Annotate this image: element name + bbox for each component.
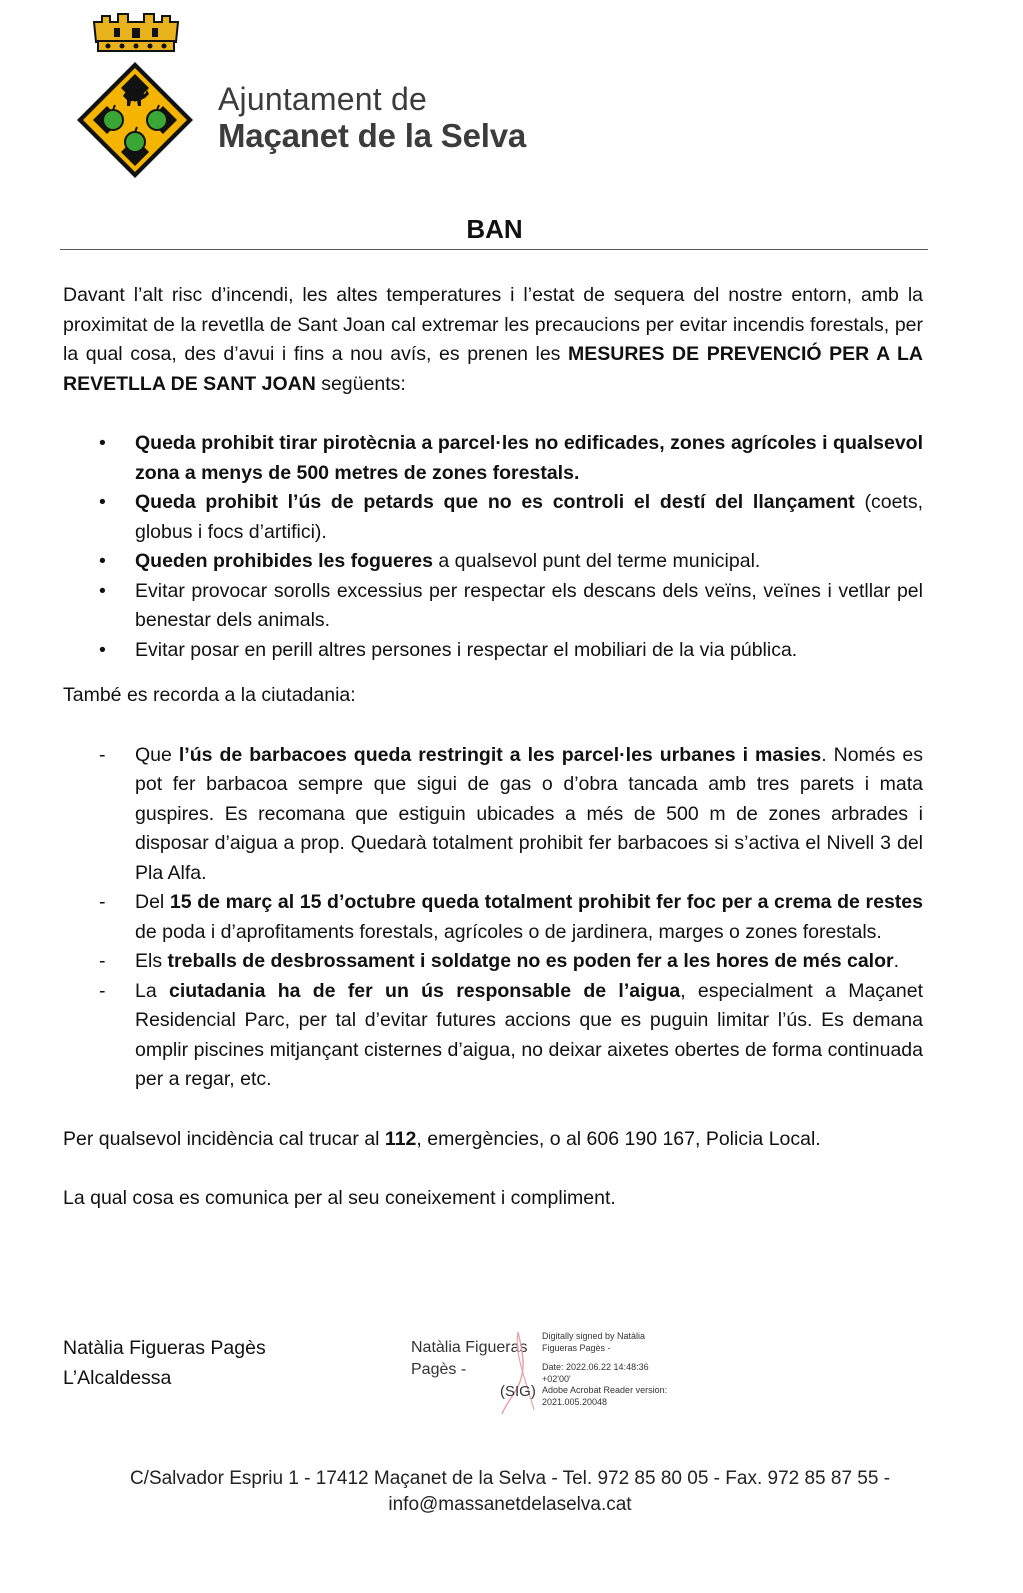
intro-bold: MESURES DE PREVENCIÓ PER A LA REVETLLA DE SANT JOAN <box>63 343 923 395</box>
title-divider <box>60 249 928 250</box>
signature-label: (SIG) <box>500 1383 536 1400</box>
contact-paragraph: Per qualsevol incidència cal trucar al 112, emergències, o al 606 190 167, Policia Local. <box>63 1127 821 1150</box>
org-name-line1: Ajuntament de <box>218 81 427 117</box>
municipal-shield-icon <box>75 60 195 180</box>
digital-signature-details: Digitally signed by Natàlia Figueras Pagès - Date: 2022.06.22 14:48:36 +02'00' Adobe Acrobat Reader version: 2021.005.20048 <box>542 1331 668 1407</box>
dash-icon: - <box>99 891 106 913</box>
list-item: - Els treballs de desbrossament i soldatge no es poden fer a les hores de més calor. <box>63 947 923 977</box>
list-item: • Queda prohibit tirar pirotècnia a parcel·les no edificades, zones agrícoles i qualsevol zona a menys de 500 metres de zones forestals. <box>63 429 923 488</box>
signer-block <box>63 1333 266 1393</box>
intro-tail: següents: <box>315 372 406 395</box>
digital-signature-name: Natàlia Figueras Pagès - <box>411 1339 528 1378</box>
footer-email: info@massanetdelaselva.cat <box>388 1494 632 1515</box>
dash-icon: - <box>99 979 106 1002</box>
dash-icon: - <box>99 743 106 766</box>
bullet-icon: • <box>99 550 106 572</box>
signer-name: Natàlia Figueras Pagès <box>63 1337 266 1359</box>
list-item: - Del 15 de març al 15 d’octubre queda totalment prohibit fer foc per a crema de restes de poda i d’aprofitaments forestals, agrícoles o de jardinera, marges o zones forestals. <box>63 888 923 947</box>
emergency-number: 112 <box>384 1127 417 1150</box>
list-item: • Queden prohibides les fogueres a qualsevol punt del terme municipal. <box>63 547 923 577</box>
prevention-measures-list <box>63 429 923 665</box>
crown-icon <box>92 12 180 54</box>
intro-text: Davant l’alt risc d’incendi, les altes temperatures i l’estat de sequera del nostre entorn, amb la proximitat de la revetlla de Sant Joan cal extremar les precaucions per evitar incendis forestals, per la qual cosa, des d’avui i fins a nou avís, es prenen les <box>63 284 923 365</box>
signer-role: L’Alcaldessa <box>63 1367 172 1389</box>
list-item: - Que l’ús de barbacoes queda restringit a les parcel·les urbanes i masies. Només es pot fer barbacoa sempre que sigui de gas o d’obra tancada amb tres parets i mata guspires. Es recomana que estiguin ubicades a més de 500 m de zones arbrades i disposar d’aigua a prop. Quedarà totalment prohibit fer barbacoes si s’activa el Nivell 3 del Pla Alfa. <box>63 741 923 889</box>
intro-paragraph <box>63 281 923 399</box>
footer-line1: C/Salvador Espriu 1 - 17412 Maçanet de la Selva - Tel. 972 85 80 05 - Fax. 972 85 87 55 - <box>129 1468 891 1489</box>
footer-address <box>60 1466 960 1518</box>
bullet-icon: • <box>99 579 106 602</box>
closing-paragraph: La qual cosa es comunica per al seu coneixement i compliment. <box>63 1187 616 1209</box>
organization-name <box>218 83 526 152</box>
reminders-list <box>63 741 923 1095</box>
dash-icon: - <box>99 950 106 972</box>
bullet-icon: • <box>99 432 106 454</box>
reminder-intro: També es recorda a la ciutadania: <box>63 684 356 706</box>
document-body <box>63 281 923 1214</box>
document-title: BAN <box>466 214 523 244</box>
signature-mark-icon <box>498 1330 538 1416</box>
list-item: • Evitar provocar sorolls excessius per respectar els descans dels veïns, veïnes i vetllar pel benestar dels animals. <box>63 577 923 636</box>
org-name-line2: Maçanet de la Selva <box>218 117 527 154</box>
bullet-icon: • <box>99 491 106 513</box>
list-item: • Evitar posar en perill altres persones i respectar el mobiliari de la via pública. <box>63 636 923 666</box>
list-item: - La ciutadania ha de fer un ús responsable de l’aigua, especialment a Maçanet Residencial Parc, per tal d’evitar futures accions que es puguin limitar l’ús. Es demana omplir piscines mitjançant cisternes d’aigua, no deixar aixetes obertes de forma continuada per a regar, etc. <box>63 977 923 1095</box>
bullet-icon: • <box>99 638 106 661</box>
list-item: • Queda prohibit l’ús de petards que no es controli el destí del llançament (coets, globus i focs d’artifici). <box>63 488 923 547</box>
